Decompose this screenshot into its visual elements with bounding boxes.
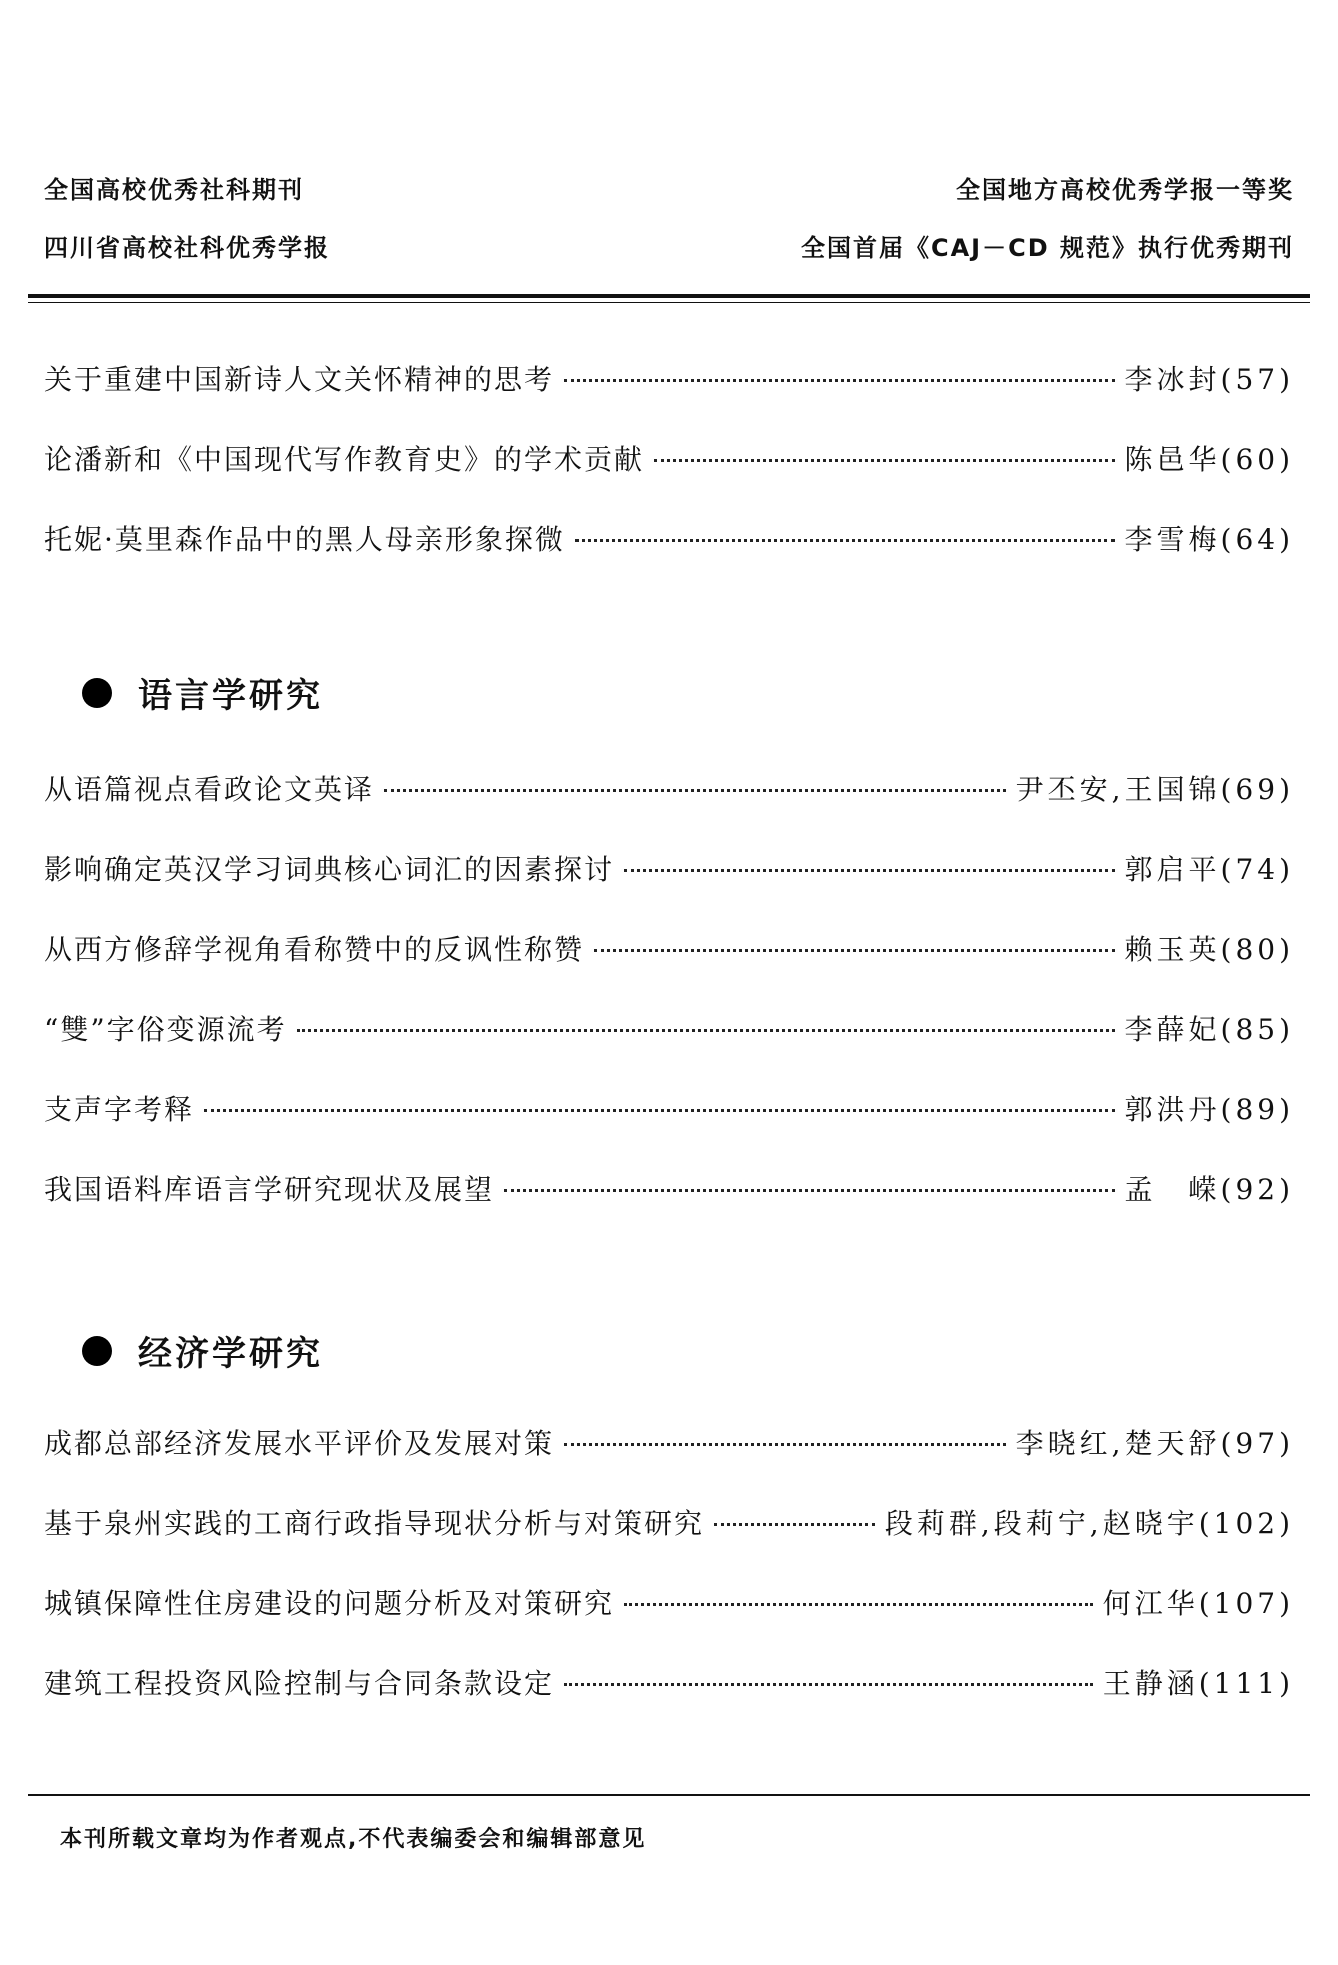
toc-economics-list <box>44 1422 1294 1742</box>
toc-entry[interactable] <box>44 1168 1294 1248</box>
article-author-page: 李雪梅(64) <box>1124 523 1294 556</box>
footer-divider <box>28 1794 1310 1796</box>
bullet-icon <box>82 678 112 708</box>
bullet-icon <box>82 1336 112 1366</box>
toc-entry[interactable] <box>44 1582 1294 1662</box>
article-author-page: 赖玉英(80) <box>1124 933 1294 966</box>
section-heading-economics <box>82 1326 323 1375</box>
article-title: 基于泉州实践的工商行政指导现状分析与对策研究 <box>44 1507 705 1540</box>
article-author-page: 段莉群,段莉宁,赵晓宇(102) <box>884 1507 1294 1540</box>
leader-dots <box>575 539 1115 542</box>
toc-entry[interactable] <box>44 768 1294 848</box>
toc-entry[interactable] <box>44 1662 1294 1742</box>
article-title: 从语篇视点看政论文英译 <box>44 773 375 806</box>
article-title: 我国语料库语言学研究现状及展望 <box>44 1173 495 1206</box>
article-title: 论潘新和《中国现代写作教育史》的学术贡献 <box>44 443 645 476</box>
toc-linguistics-list <box>44 768 1294 1248</box>
article-title: 关于重建中国新诗人文关怀精神的思考 <box>44 363 555 396</box>
toc-entry[interactable] <box>44 1422 1294 1502</box>
article-author-page: 李薛妃(85) <box>1124 1013 1294 1046</box>
article-author-page: 孟 嵘(92) <box>1124 1173 1294 1206</box>
toc-entry[interactable] <box>44 1008 1294 1088</box>
article-author-page: 陈邑华(60) <box>1124 443 1294 476</box>
section-title: 语言学研究 <box>138 676 323 716</box>
toc-top-list <box>44 358 1294 598</box>
article-author-page: 王静涵(111) <box>1102 1667 1294 1700</box>
article-title: “雙”字俗变源流考 <box>44 1013 287 1046</box>
article-title: 成都总部经济发展水平评价及发展对策 <box>44 1427 555 1460</box>
header-honor-right-1: 全国地方高校优秀学报一等奖 <box>956 176 1294 204</box>
leader-dots <box>564 1443 1006 1446</box>
article-title: 影响确定英汉学习词典核心词汇的因素探讨 <box>44 853 615 886</box>
article-title: 城镇保障性住房建设的问题分析及对策研究 <box>44 1587 615 1620</box>
header-honor-left-1: 全国高校优秀社科期刊 <box>44 176 304 204</box>
header-divider-thin <box>28 302 1310 303</box>
article-author-page: 郭洪丹(89) <box>1124 1093 1294 1126</box>
toc-entry[interactable] <box>44 518 1294 598</box>
article-author-page: 李冰封(57) <box>1124 363 1294 396</box>
footer-disclaimer: 本刊所载文章均为作者观点,不代表编委会和编辑部意见 <box>60 1827 647 1852</box>
toc-entry[interactable] <box>44 928 1294 1008</box>
article-author-page: 何江华(107) <box>1102 1587 1294 1620</box>
leader-dots <box>624 1603 1093 1606</box>
article-author-page: 李晓红,楚天舒(97) <box>1015 1427 1294 1460</box>
leader-dots <box>564 1683 1093 1686</box>
leader-dots <box>594 949 1115 952</box>
section-heading-linguistics <box>82 668 323 717</box>
header-honor-right-2: 全国首届《CAJ－CD 规范》执行优秀期刊 <box>800 234 1294 262</box>
leader-dots <box>714 1523 875 1526</box>
leader-dots <box>384 789 1006 792</box>
leader-dots <box>624 869 1115 872</box>
leader-dots <box>504 1189 1115 1192</box>
article-title: 支声字考释 <box>44 1093 195 1126</box>
article-title: 托妮·莫里森作品中的黑人母亲形象探微 <box>44 523 565 556</box>
leader-dots <box>564 379 1115 382</box>
header-divider-thick <box>28 294 1310 298</box>
toc-entry[interactable] <box>44 1088 1294 1168</box>
journal-header <box>44 170 1294 270</box>
toc-entry[interactable] <box>44 848 1294 928</box>
article-author-page: 郭启平(74) <box>1124 853 1294 886</box>
article-author-page: 尹丕安,王国锦(69) <box>1015 773 1294 806</box>
header-honor-left-2: 四川省高校社科优秀学报 <box>44 234 330 262</box>
article-title: 从西方修辞学视角看称赞中的反讽性称赞 <box>44 933 585 966</box>
toc-entry[interactable] <box>44 438 1294 518</box>
section-title: 经济学研究 <box>138 1334 323 1374</box>
article-title: 建筑工程投资风险控制与合同条款设定 <box>44 1667 555 1700</box>
leader-dots <box>297 1029 1115 1032</box>
toc-entry[interactable] <box>44 1502 1294 1582</box>
toc-entry[interactable] <box>44 358 1294 438</box>
leader-dots <box>654 459 1115 462</box>
leader-dots <box>204 1109 1115 1112</box>
